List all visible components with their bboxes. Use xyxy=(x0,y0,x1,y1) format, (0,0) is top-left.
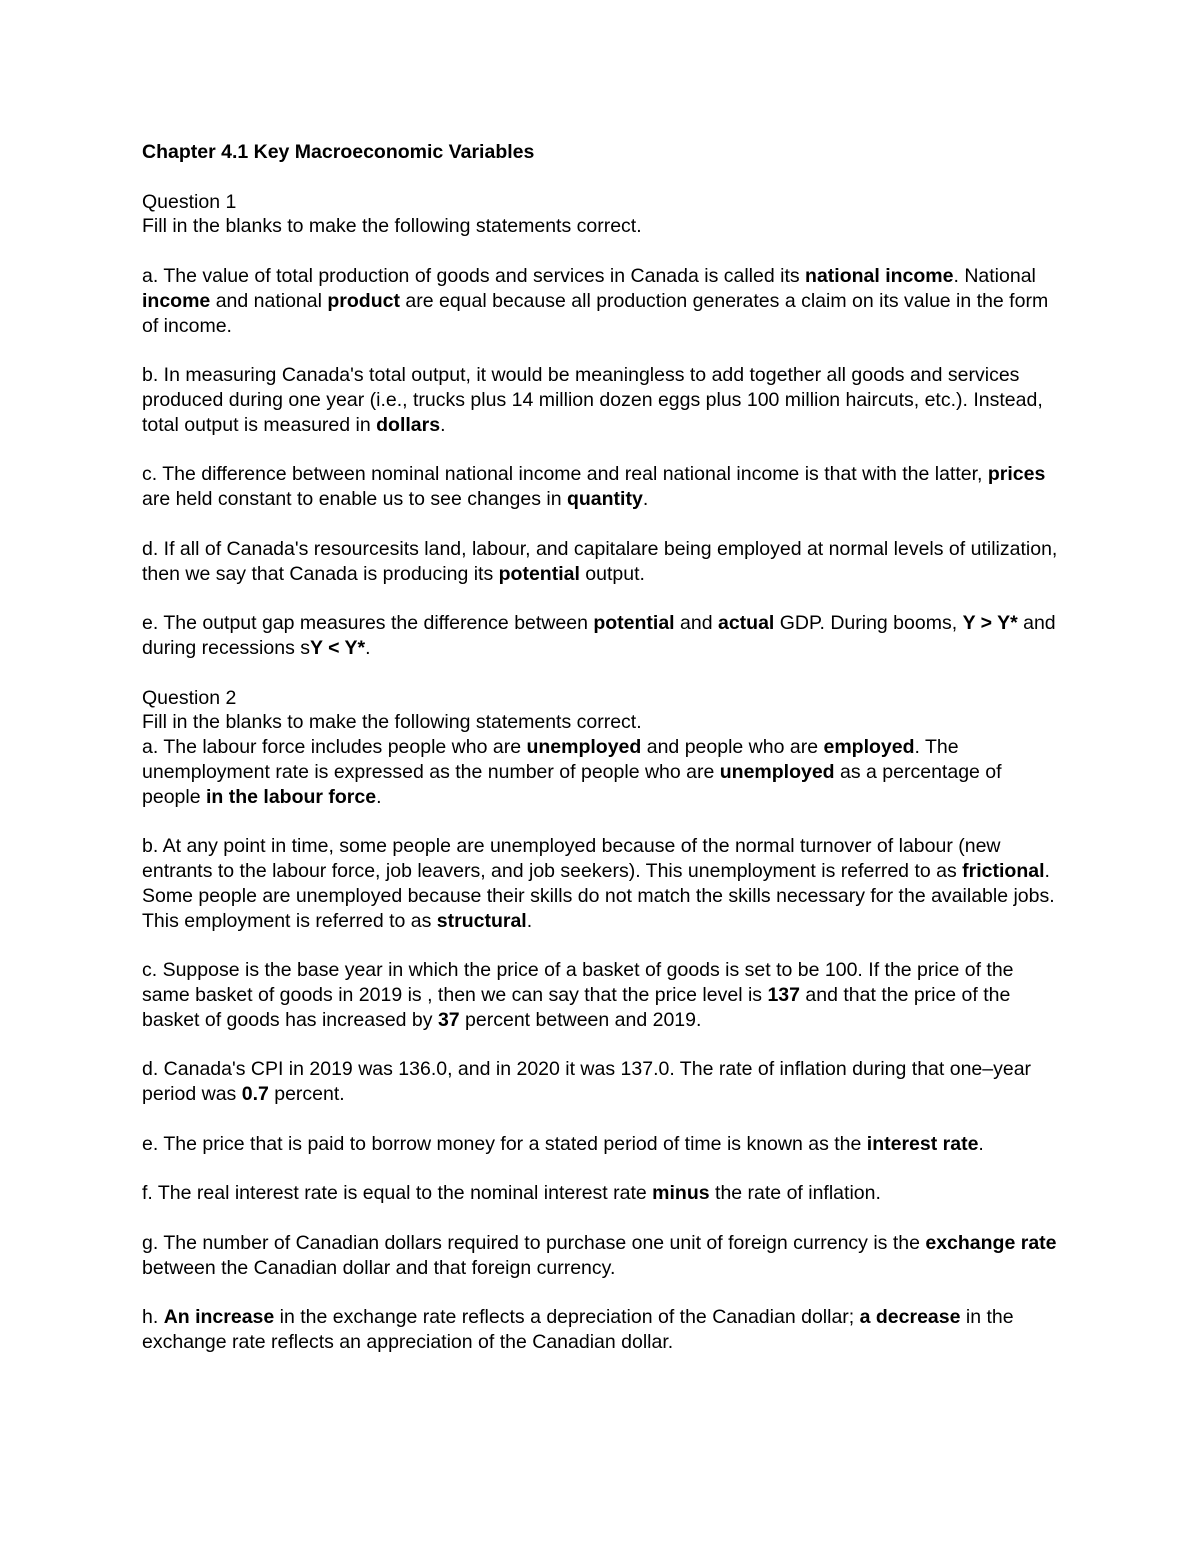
answer-term: employed xyxy=(823,736,915,759)
question-1-instruction: Fill in the blanks to make the following statements correct. xyxy=(142,215,642,238)
answer-term: unemployed xyxy=(719,760,835,783)
answer-term: Y > Y* xyxy=(962,612,1018,635)
answer-term: in the labour force xyxy=(205,785,377,808)
statement-item: h. An increase in the exchange rate reflects a depreciation of the Canadian dollar; a decrease in the exchange rate reflects an appreciation of the Canadian dollar. xyxy=(142,1306,1014,1354)
question-2-items xyxy=(142,735,1062,1355)
statement-item: a. The labour force includes people who are unemployed and people who are employed. The unemployment rate is expressed as the number of people who are unemployed as a percentage of people in the labour force. xyxy=(142,736,1002,808)
answer-term: 37 xyxy=(437,1008,460,1031)
statement-item: g. The number of Canadian dollars required to purchase one unit of foreign currency is the exchange rate between the Canadian dollar and that foreign currency. xyxy=(142,1232,1057,1279)
answer-term: minus xyxy=(652,1182,710,1205)
statement-item: a. The value of total production of goods and services in Canada is called its national income. National income and national product are equal because all production generates a claim on its value in the form of income. xyxy=(142,264,1049,337)
statement-item: d. If all of Canada's resourcesits land, labour, and capitalare being employed at normal levels of utilization, then we say that Canada is producing its potential output. xyxy=(142,537,1058,585)
answer-term: frictional xyxy=(962,860,1045,883)
answer-term: product xyxy=(327,289,400,312)
answer-term: interest rate xyxy=(866,1132,979,1155)
statement-item: c. The difference between nominal national income and real national income is that with the latter, prices are held constant to enable us to see changes in quantity. xyxy=(142,463,1046,511)
statement-item: f. The real interest rate is equal to the nominal interest rate minus the rate of inflation. xyxy=(142,1182,881,1205)
document-page xyxy=(142,140,1062,1380)
answer-term: unemployed xyxy=(526,736,642,759)
statement-item: c. Suppose is the base year in which the price of a basket of goods is set to be 100. If the price of the same basket of goods in 2019 is , then we can say that the price level is 137 and that the price of the basket of goods has increased by 37 percent between and 2019. xyxy=(142,959,1014,1031)
question-1-section xyxy=(142,190,1062,661)
statement-item: b. At any point in time, some people are unemployed because of the normal turnover of labour (new entrants to the labour force, job leavers, and job seekers). This unemployment is referred to as frictional. Some people are unemployed because their skills do not match the skills necessary for the available jobs. This employment is referred to as structural. xyxy=(142,835,1055,932)
statement-item: d. Canada's CPI in 2019 was 136.0, and in 2020 it was 137.0. The rate of inflation during that one–year period was 0.7 percent. xyxy=(142,1058,1032,1106)
question-1-items xyxy=(142,264,1062,661)
answer-term: a decrease xyxy=(859,1306,961,1329)
answer-term: Y < Y* xyxy=(310,636,366,659)
answer-term: structural xyxy=(436,909,527,932)
statement-item: b. In measuring Canada's total output, it would be meaningless to add together all goods and services produced during one year (i.e., trucks plus 14 million dozen eggs plus 100 million haircuts, etc.). Instead, total output is measured in dollars. xyxy=(142,364,1043,436)
page-title: Chapter 4.1 Key Macroeconomic Variables xyxy=(142,141,535,163)
answer-term: potential xyxy=(593,612,675,635)
question-1-heading: Question 1 xyxy=(142,190,237,213)
question-2-section xyxy=(142,686,1062,1356)
answer-term: 137 xyxy=(767,984,800,1007)
answer-term: actual xyxy=(717,612,775,635)
answer-term: quantity xyxy=(566,488,643,511)
answer-term: exchange rate xyxy=(925,1232,1057,1255)
answer-term: prices xyxy=(987,463,1046,486)
statement-item: e. The price that is paid to borrow money for a stated period of time is known as the interest rate. xyxy=(142,1132,984,1155)
answer-term: potential xyxy=(498,562,580,585)
statement-item: e. The output gap measures the difference between potential and actual GDP. During booms, Y > Y* and during recessions sY < Y*. xyxy=(142,612,1056,659)
answer-term: dollars xyxy=(376,413,441,436)
question-2-instruction: Fill in the blanks to make the following statements correct. xyxy=(142,711,642,734)
question-2-heading: Question 2 xyxy=(142,686,237,709)
answer-term: An increase xyxy=(163,1306,275,1329)
answer-term: income xyxy=(142,289,211,312)
answer-term: national income xyxy=(805,264,954,287)
answer-term: 0.7 xyxy=(241,1083,269,1106)
